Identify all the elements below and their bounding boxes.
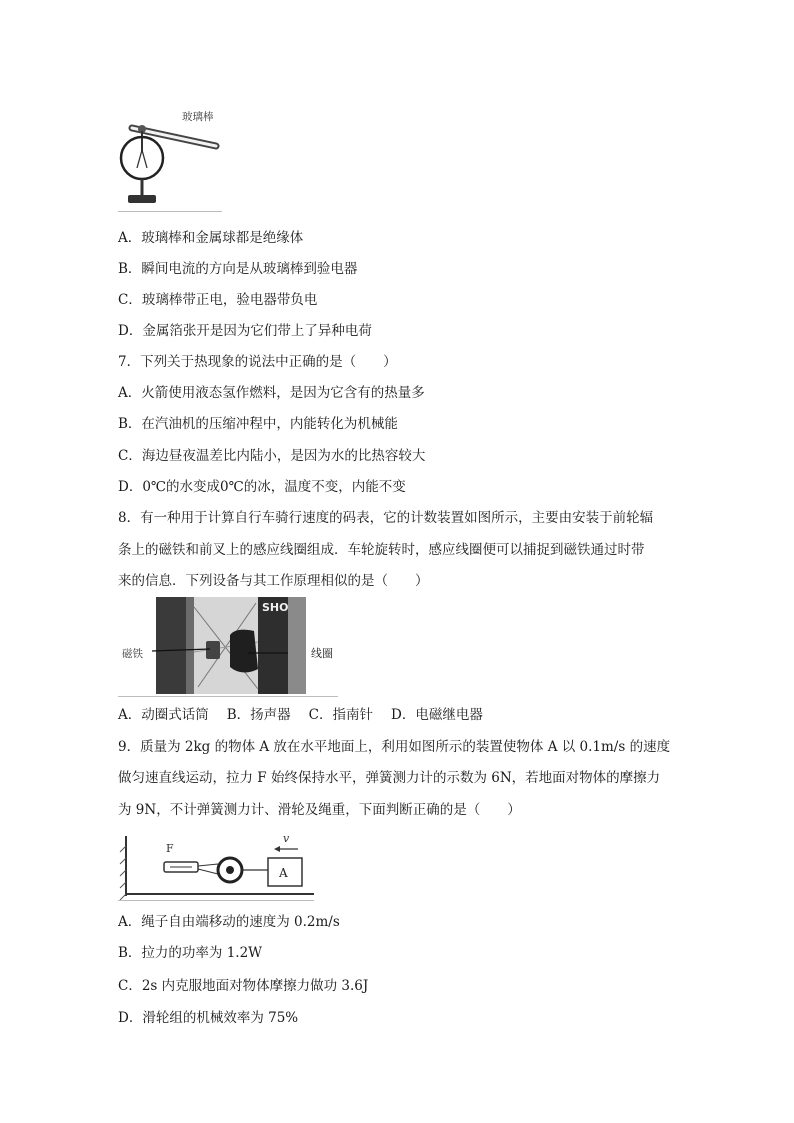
q8-stem-line-3: 来的信息．下列设备与其工作原理相似的是（ ） <box>118 573 429 589</box>
q6-option-d[interactable]: D．金属箔张开是因为它们带上了异种电荷 <box>118 323 372 339</box>
q6-option-c[interactable]: C．玻璃棒带正电，验电器带负电 <box>118 292 318 308</box>
q7-option-a[interactable]: A．火箭使用液态氢作燃料，是因为它含有的热量多 <box>118 385 425 401</box>
q8-stem-line-1: 8．有一种用于计算自行车骑行速度的码表，它的计数装置如图所示，主要由安装于前轮辐 <box>118 510 654 526</box>
q9-option-c[interactable]: C．2s 内克服地面对物体摩擦力做功 3.6J <box>118 978 369 994</box>
q8-option-d[interactable]: D．电磁继电器 <box>391 707 483 723</box>
pulley-figure <box>118 832 318 904</box>
magnet-label: 磁铁 <box>122 648 143 660</box>
block-label: A <box>279 866 288 880</box>
q9-stem-line-3: 为 9N，不计弹簧测力计、滑轮及绳重，下面判断正确的是（ ） <box>118 802 521 818</box>
q9-stem-line-1: 9．质量为 2kg 的物体 A 放在水平地面上，利用如图所示的装置使物体 A 以 0.1m/s 的速度 <box>118 739 671 755</box>
velocity-label: v <box>283 832 290 845</box>
force-label: F <box>166 842 174 855</box>
brand-text: SHO <box>262 601 289 614</box>
figure-divider <box>118 900 314 901</box>
q8-option-a[interactable]: A．动圈式话筒 <box>118 707 209 723</box>
bike-sensor-figure <box>118 597 308 695</box>
q9-option-d[interactable]: D．滑轮组的机械效率为 75% <box>118 1010 299 1026</box>
q9-stem-line-2: 做匀速直线运动，拉力 F 始终保持水平，弹簧测力计的示数为 6N，若地面对物体的摩擦力 <box>118 770 661 786</box>
q7-option-d[interactable]: D．0℃的水变成0℃的冰，温度不变，内能不变 <box>118 479 406 495</box>
q8-stem-line-2: 条上的磁铁和前叉上的感应线圈组成．车轮旋转时，感应线圈便可以捕捉到磁铁通过时带 <box>118 542 645 558</box>
q8-option-b[interactable]: B．扬声器 <box>226 707 291 723</box>
electroscope-figure <box>118 100 228 208</box>
q8-option-c[interactable]: C．指南针 <box>308 707 374 723</box>
q8-options-row <box>118 705 501 725</box>
q9-option-b[interactable]: B．拉力的功率为 1.2W <box>118 945 263 961</box>
q6-option-b[interactable]: B．瞬间电流的方向是从玻璃棒到验电器 <box>118 261 358 277</box>
q9-option-a[interactable]: A．绳子自由端移动的速度为 0.2m/s <box>118 914 340 930</box>
q6-option-a[interactable]: A．玻璃棒和金属球都是绝缘体 <box>118 230 304 246</box>
q7-stem: 7．下列关于热现象的说法中正确的是（ ） <box>118 354 397 370</box>
q7-option-c[interactable]: C．海边昼夜温差比内陆小，是因为水的比热容较大 <box>118 448 426 464</box>
figure-divider <box>118 211 222 212</box>
figure-divider <box>118 696 338 697</box>
glass-rod-label: 玻璃棒 <box>182 111 214 123</box>
q7-option-b[interactable]: B．在汽油机的压缩冲程中，内能转化为机械能 <box>118 416 398 432</box>
coil-label: 线圈 <box>311 647 333 660</box>
